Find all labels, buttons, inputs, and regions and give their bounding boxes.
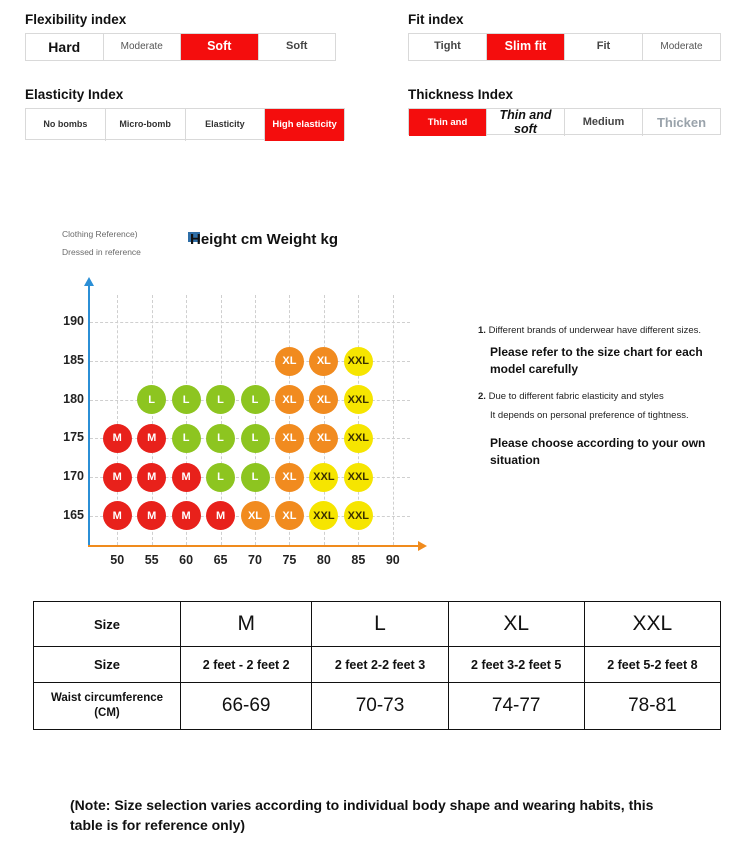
index-elasticity-cell-1[interactable]: Micro-bomb <box>106 109 186 141</box>
index-elasticity-cell-0[interactable]: No bombs <box>26 109 106 141</box>
chart-point-l: L <box>241 463 270 492</box>
chart-point-xxl: XXL <box>309 501 338 530</box>
chart-point-xl: XL <box>275 347 304 376</box>
table-cell: M <box>181 602 312 647</box>
chart-point-m: M <box>172 463 201 492</box>
chart-point-m: M <box>206 501 235 530</box>
chart-x-tick-label: 65 <box>213 553 228 567</box>
index-flexibility-cell-1[interactable]: Moderate <box>104 34 182 60</box>
table-cell: 2 feet - 2 feet 2 <box>181 647 312 683</box>
table-cell: 2 feet 5-2 feet 8 <box>584 647 720 683</box>
height-weight-heading: Height cm Weight kg <box>190 231 339 248</box>
chart-point-xxl: XXL <box>344 501 373 530</box>
chart-point-m: M <box>137 501 166 530</box>
table-row <box>34 602 721 647</box>
chart-x-tick-label: 75 <box>282 553 297 567</box>
chart-point-xl: XL <box>309 385 338 414</box>
chart-y-tick-label: 170 <box>63 469 84 483</box>
chart-y-tick-label: 185 <box>63 353 84 367</box>
chart-y-tick-label: 175 <box>63 430 84 445</box>
index-elasticity-row <box>25 108 345 140</box>
index-flexibility-cell-2[interactable]: Soft <box>181 34 259 60</box>
index-elasticity-cell-2[interactable]: Elasticity <box>186 109 266 141</box>
chart-x-tick-label: 50 <box>110 553 125 567</box>
chart-point-l: L <box>241 424 270 453</box>
index-fit-title: Fit index <box>408 12 464 27</box>
note-2-number: 2. <box>478 391 486 403</box>
chart-point-xxl: XXL <box>344 463 373 492</box>
chart-point-l: L <box>172 424 201 453</box>
index-fit-cell-1[interactable]: Slim fit <box>487 34 565 60</box>
table-row-header: Size <box>34 647 181 683</box>
note-1-text <box>478 325 736 338</box>
index-fit-row <box>408 33 721 61</box>
index-elasticity-title: Elasticity Index <box>25 87 124 102</box>
table-cell: L <box>312 602 448 647</box>
chart-x-tick-label: 85 <box>351 553 366 567</box>
index-thickness-cell-0[interactable]: Thin and <box>409 109 487 136</box>
chart-point-l: L <box>137 385 166 414</box>
chart-point-xxl: XXL <box>309 463 338 492</box>
index-fit <box>408 12 721 61</box>
clothing-reference-line2: Dressed in reference <box>62 247 141 257</box>
chart-point-xl: XL <box>309 347 338 376</box>
chart-point-xxl: XXL <box>344 385 373 414</box>
chart-x-tick-label: 55 <box>144 553 159 567</box>
chart-point-m: M <box>103 424 132 453</box>
table-row <box>34 647 721 683</box>
table-cell: XXL <box>584 602 720 647</box>
size-table <box>33 601 721 730</box>
table-row-header: Size <box>34 602 181 647</box>
note-2-body: Due to different fabric elasticity and styles <box>488 391 664 403</box>
table-cell: XL <box>448 602 584 647</box>
index-thickness-cell-3[interactable]: Thicken <box>656 114 707 130</box>
clothing-reference-line1: Clothing Reference) <box>62 229 138 239</box>
table-cell: 70-73 <box>312 683 448 730</box>
chart-point-m: M <box>137 463 166 492</box>
chart-point-l: L <box>206 385 235 414</box>
table-cell: 2 feet 2-2 feet 3 <box>312 647 448 683</box>
notes-panel <box>478 325 736 483</box>
chart-point-xl: XL <box>275 385 304 414</box>
table-row-header: Waist circumference (CM) <box>34 683 181 730</box>
chart-point-xl: XL <box>275 463 304 492</box>
chart-point-xxl: XXL <box>344 347 373 376</box>
index-flexibility <box>25 12 336 61</box>
table-cell: 78-81 <box>584 683 720 730</box>
index-fit-cell-0[interactable]: Tight <box>409 34 487 60</box>
chart-x-tick-label: 90 <box>385 553 400 567</box>
index-thickness-cell-1[interactable]: Thin and soft <box>487 109 565 136</box>
note-1-number: 1. <box>478 325 486 336</box>
index-elasticity-cell-3[interactable]: High elasticity <box>265 109 344 141</box>
chart-point-xl: XL <box>275 501 304 530</box>
note-1-body: Different brands of underwear have different sizes. <box>488 325 702 336</box>
chart-y-tick-label: 180 <box>63 391 84 406</box>
chart-gridline-horizontal <box>90 322 410 323</box>
chart-point-l: L <box>241 385 270 414</box>
index-flexibility-cell-0[interactable]: Hard <box>26 34 104 60</box>
note-2-strong: Please choose according to your own situation <box>490 436 706 467</box>
index-flexibility-cell-3[interactable]: Soft <box>286 40 308 53</box>
chart-point-l: L <box>206 463 235 492</box>
chart-gridline-vertical <box>393 295 394 545</box>
note-1-strong: Please refer to the size chart for each model carefully <box>490 344 703 376</box>
index-thickness-row <box>408 108 721 135</box>
index-thickness-cell-2[interactable]: Medium <box>565 109 643 136</box>
table-cell: 74-77 <box>448 683 584 730</box>
chart-point-xxl: XXL <box>344 424 373 453</box>
table-row <box>34 683 721 730</box>
note-2-sub: It depends on personal preference of tightness. <box>490 410 689 422</box>
note-2-text <box>478 391 736 404</box>
chart-y-tick-label: 190 <box>63 314 84 329</box>
chart-x-tick-label: 70 <box>248 553 262 567</box>
chart-x-axis <box>88 545 418 547</box>
chart-point-xl: XL <box>241 501 270 530</box>
index-thickness-title: Thickness Index <box>408 87 514 102</box>
table-cell: 66-69 <box>181 683 312 730</box>
chart-point-m: M <box>172 501 201 530</box>
chart-x-tick-label: 80 <box>316 553 331 567</box>
table-footnote: (Note: Size selection varies according to individual body shape and wearing habits, this table is for reference only) <box>70 797 654 834</box>
index-elasticity <box>25 87 345 140</box>
index-fit-cell-2[interactable]: Fit <box>565 34 643 60</box>
table-cell: 2 feet 3-2 feet 5 <box>448 647 584 683</box>
chart-y-tick-label: 165 <box>63 507 84 522</box>
chart-point-m: M <box>137 424 166 453</box>
chart-point-l: L <box>172 385 201 414</box>
index-fit-cell-3[interactable]: Moderate <box>660 40 703 52</box>
chart-y-axis <box>88 285 90 547</box>
size-scatter-chart <box>60 285 460 565</box>
chart-point-m: M <box>103 463 132 492</box>
chart-point-xl: XL <box>309 424 338 453</box>
chart-point-xl: XL <box>275 424 304 453</box>
index-thickness <box>408 87 721 135</box>
index-flexibility-title: Flexibility index <box>25 12 127 27</box>
chart-point-l: L <box>206 424 235 453</box>
chart-x-tick-label: 60 <box>179 553 194 567</box>
chart-point-m: M <box>103 501 132 530</box>
index-flexibility-row <box>25 33 336 61</box>
